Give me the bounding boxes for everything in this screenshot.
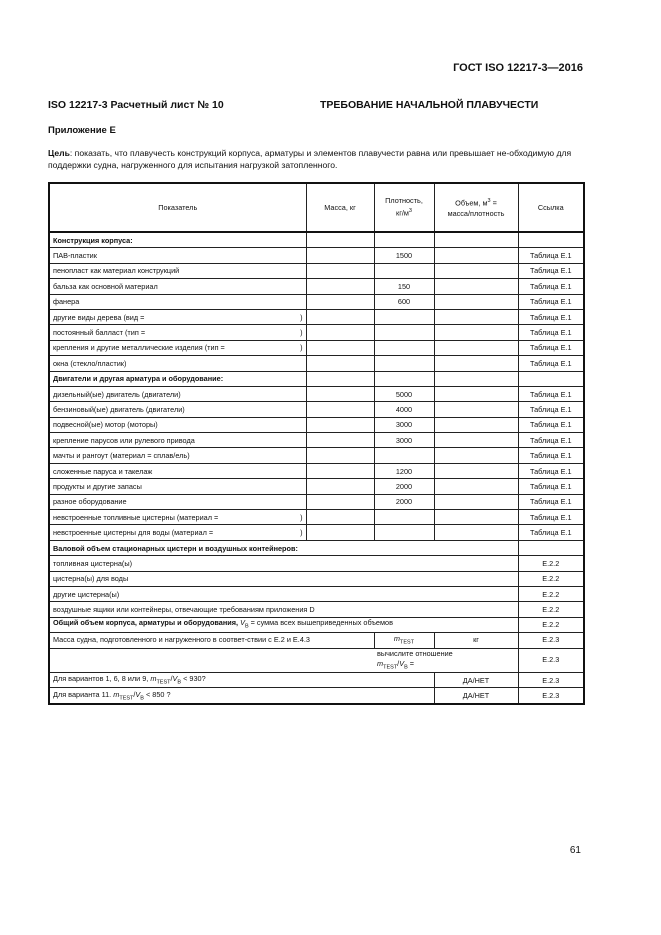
ratio-label[interactable] <box>374 648 518 672</box>
volume-cell[interactable] <box>434 309 518 324</box>
volume-cell[interactable] <box>434 433 518 448</box>
density-cell: 2000 <box>374 479 434 494</box>
volume-cell[interactable] <box>434 510 518 525</box>
m-sub: TEST <box>400 639 415 646</box>
volume-label: Объем, м <box>455 198 488 208</box>
mass-cell[interactable] <box>306 417 374 432</box>
section-label: Конструкция корпуса: <box>49 232 306 248</box>
ref-cell: Таблица Е.1 <box>518 402 584 417</box>
row-label <box>49 356 306 371</box>
density-cell: 3000 <box>374 417 434 432</box>
ref-cell: Таблица Е.1 <box>518 386 584 401</box>
mass-cell[interactable] <box>306 463 374 478</box>
check-label <box>49 673 434 688</box>
row-label <box>49 340 306 355</box>
density-cell <box>374 263 434 278</box>
row-label-text: бальза как основной материал <box>53 281 158 291</box>
check-v: V <box>172 674 178 684</box>
ratio-row <box>49 648 584 672</box>
ref-cell: Таблица Е.1 <box>518 248 584 263</box>
ref-cell: Таблица Е.1 <box>518 433 584 448</box>
row-label-text: другие виды дерева (вид = <box>53 312 145 322</box>
row-label <box>49 386 306 401</box>
total-bold: Общий объем корпуса, арматуры и оборудования, <box>53 618 239 628</box>
check-v-sub: B <box>177 679 182 686</box>
check-post: < 850 ? <box>143 689 171 699</box>
row-label-text: продукты и другие запасы <box>53 481 142 491</box>
ref-cell: Таблица Е.1 <box>518 263 584 278</box>
ref-cell: Е.2.3 <box>518 633 584 648</box>
ratio-blank <box>49 648 374 672</box>
check-v-sub: B <box>140 695 144 702</box>
section-label: Валовой объем стационарных цистерн и воздушных контейнеров: <box>49 540 518 555</box>
row-label-text: мачты и рангоут (материал = сплав/ель) <box>53 451 190 461</box>
density-cell <box>374 340 434 355</box>
density-unit: кг/м <box>396 208 409 218</box>
table-row <box>49 510 584 525</box>
table-row <box>49 402 584 417</box>
ratio-eq: = <box>407 658 415 668</box>
density-label: Плотность, <box>385 196 423 206</box>
mass-cell[interactable] <box>306 494 374 509</box>
page-number: 61 <box>569 845 581 856</box>
page-title: ТРЕБОВАНИЕ НАЧАЛЬНОЙ ПЛАВУЧЕСТИ <box>320 99 539 111</box>
row-label <box>49 479 306 494</box>
section-label: Двигатели и другая арматура и оборудование: <box>49 371 306 386</box>
ref-cell: Е.2.3 <box>518 688 584 704</box>
check-slash: / <box>170 674 173 684</box>
check-v: V <box>135 689 141 699</box>
table-row <box>49 463 584 478</box>
volume-eq: = <box>492 198 497 208</box>
row-label-text: постоянный балласт (тип = <box>53 328 146 338</box>
density-cell: 5000 <box>374 386 434 401</box>
row-label <box>49 417 306 432</box>
density-cell: 600 <box>374 294 434 309</box>
table-row <box>49 356 584 371</box>
row-label <box>49 448 306 463</box>
ratio-slash: / <box>397 658 400 668</box>
col-mass: Масса, кг <box>306 183 374 232</box>
col-density <box>374 183 434 232</box>
m-sym: m <box>393 633 401 643</box>
mass-cell[interactable] <box>306 340 374 355</box>
mass-cell[interactable] <box>306 356 374 371</box>
calculation-table <box>48 182 585 705</box>
mass-cell[interactable] <box>306 510 374 525</box>
row-label[interactable]: топливная цистерна(ы) <box>49 556 518 571</box>
volume-cell[interactable] <box>434 263 518 278</box>
density-cell <box>374 232 434 248</box>
col-indicator: Показатель <box>49 183 306 232</box>
mass-cell[interactable] <box>306 294 374 309</box>
table-row <box>49 494 584 509</box>
total-sub: B <box>244 623 249 630</box>
row-label <box>49 279 306 294</box>
volume-formula: масса/плотность <box>447 208 505 218</box>
row-label-text: дизельный(ые) двигатель (двигатели) <box>53 389 181 399</box>
section-hull <box>49 232 584 248</box>
density-cell <box>374 371 434 386</box>
ref-cell: Е.2.2 <box>518 571 584 586</box>
table-row <box>49 525 584 540</box>
check-row-2 <box>49 688 584 704</box>
ref-cell: Е.2.2 <box>518 556 584 571</box>
volume-cell[interactable] <box>434 386 518 401</box>
table-row <box>49 556 584 571</box>
mass-cell[interactable] <box>306 402 374 417</box>
ref-cell: Таблица Е.1 <box>518 525 584 540</box>
sheet-title: ISO 12217-3 Расчетный лист № 10 <box>48 99 224 111</box>
ref-cell: Е.2.2 <box>518 586 584 601</box>
table-row <box>49 417 584 432</box>
row-label <box>49 294 306 309</box>
volume-cell[interactable] <box>434 417 518 432</box>
density-cell: 4000 <box>374 402 434 417</box>
section-engines <box>49 371 584 386</box>
row-label <box>49 263 306 278</box>
table-row <box>49 279 584 294</box>
appendix-label: Приложение Е <box>48 125 116 136</box>
table-row <box>49 325 584 340</box>
density-cell <box>374 510 434 525</box>
ref-cell <box>518 540 584 555</box>
ref-cell: Таблица Е.1 <box>518 510 584 525</box>
table-row <box>49 263 584 278</box>
ref-cell: Таблица Е.1 <box>518 294 584 309</box>
volume-cell[interactable] <box>434 232 518 248</box>
volume-cell[interactable] <box>434 356 518 371</box>
volume-cell[interactable] <box>434 494 518 509</box>
check-row-1 <box>49 673 584 688</box>
row-label-paren: ) <box>300 312 303 322</box>
table-row <box>49 386 584 401</box>
table-row <box>49 602 584 617</box>
density-cell: 1500 <box>374 248 434 263</box>
mass-cell[interactable] <box>306 433 374 448</box>
test-mass-label: Масса судна, подготовленного и нагруженного в соответ-ствии с Е.2 и Е.4.3 <box>49 633 374 648</box>
volume-cell[interactable] <box>434 294 518 309</box>
volume-cell[interactable] <box>434 463 518 478</box>
row-label-text: невстроенные цистерны для воды (материал = <box>53 528 214 538</box>
row-label <box>49 433 306 448</box>
check-pre: Для вариантов 1, 6, 8 или 9, <box>53 674 149 684</box>
goal-label: Цель <box>48 148 70 158</box>
ref-cell <box>518 371 584 386</box>
table-header-row <box>49 183 584 232</box>
ref-cell: Таблица Е.1 <box>518 356 584 371</box>
density-cell <box>374 356 434 371</box>
ref-cell <box>518 232 584 248</box>
density-exp: 3 <box>408 208 412 215</box>
row-label-text: окна (стекло/пластик) <box>53 358 127 368</box>
row-label-text: сложенные паруса и такелаж <box>53 466 153 476</box>
table-row <box>49 448 584 463</box>
row-label-text: крепления и другие металлические изделия (тип = <box>53 343 225 353</box>
density-cell: 2000 <box>374 494 434 509</box>
row-label <box>49 248 306 263</box>
row-label <box>49 494 306 509</box>
total-rest: = сумма всех вышеприведенных объемов <box>248 618 393 628</box>
test-mass-symbol <box>374 633 434 648</box>
ref-cell: Таблица Е.1 <box>518 463 584 478</box>
density-cell: 1200 <box>374 463 434 478</box>
check-post: < 930? <box>181 674 206 684</box>
density-cell <box>374 448 434 463</box>
row-label-text: подвесной(ые) мотор (моторы) <box>53 420 158 430</box>
check-label <box>49 688 434 704</box>
table-row <box>49 571 584 586</box>
mass-cell[interactable] <box>306 448 374 463</box>
ref-cell: Таблица Е.1 <box>518 279 584 294</box>
ratio-v-sub: B <box>404 664 408 670</box>
total-sym: V <box>240 618 245 628</box>
section-tanks <box>49 540 584 555</box>
row-label <box>49 510 306 525</box>
ratio-text: вычислите отношение <box>377 648 453 658</box>
check-m: m <box>113 689 120 699</box>
ref-cell: Е.2.3 <box>518 673 584 688</box>
ratio-v: V <box>399 658 405 668</box>
row-label <box>49 463 306 478</box>
volume-cell[interactable] <box>434 371 518 386</box>
table-row <box>49 294 584 309</box>
row-label[interactable]: цистерна(ы) для воды <box>49 571 518 586</box>
volume-cell[interactable] <box>434 340 518 355</box>
row-label[interactable]: воздушные ящики или контейнеры, отвечающие требованиям приложения D <box>49 602 518 617</box>
row-label <box>49 402 306 417</box>
density-cell <box>374 309 434 324</box>
row-label-paren: ) <box>300 512 303 522</box>
row-label[interactable]: другие цистерна(ы) <box>49 586 518 601</box>
table-row <box>49 479 584 494</box>
volume-cell[interactable] <box>434 525 518 540</box>
density-cell: 150 <box>374 279 434 294</box>
ratio-m-sub: TEST <box>383 664 398 670</box>
test-mass-unit[interactable]: кг <box>434 633 518 648</box>
col-volume <box>434 183 518 232</box>
total-volume-label <box>49 617 518 632</box>
table-row <box>49 340 584 355</box>
mass-cell[interactable] <box>306 525 374 540</box>
check-slash: / <box>133 689 136 699</box>
volume-cell[interactable] <box>434 279 518 294</box>
mass-cell[interactable] <box>306 371 374 386</box>
test-mass-row <box>49 633 584 648</box>
ref-cell: Е.2.2 <box>518 617 584 632</box>
ref-cell: Е.2.2 <box>518 602 584 617</box>
goal-text: : показать, что плавучесть конструкций корпуса, арматуры и элементов плавучести равна или превышает не-обходимую для поддержки судна, нагруженного для испытания нагрузкой затопленного. <box>48 148 572 170</box>
check-m-sub: TEST <box>119 695 134 702</box>
col-ref: Ссылка <box>518 183 584 232</box>
ref-cell: Таблица Е.1 <box>518 479 584 494</box>
row-label-paren: ) <box>300 528 303 538</box>
mass-cell[interactable] <box>306 232 374 248</box>
row-label-text: пенопласт как материал конструкций <box>53 266 180 276</box>
row-label-text: бензиновый(ые) двигатель (двигатели) <box>53 404 185 414</box>
volume-cell[interactable] <box>434 448 518 463</box>
row-label-text: разное оборудование <box>53 497 127 507</box>
standard-code: ГОСТ ISO 12217-3—2016 <box>453 62 583 74</box>
ref-cell: Таблица Е.1 <box>518 340 584 355</box>
check-m-sub: TEST <box>156 679 171 686</box>
row-label-text: ПАВ-пластик <box>53 251 97 261</box>
ref-cell: Таблица Е.1 <box>518 417 584 432</box>
density-cell <box>374 325 434 340</box>
goal-paragraph <box>48 147 582 171</box>
row-label-paren: ) <box>300 328 303 338</box>
volume-exp: 3 <box>487 198 491 205</box>
row-label-text: крепление парусов или рулевого привода <box>53 435 195 445</box>
ref-cell: Таблица Е.1 <box>518 448 584 463</box>
row-label-paren: ) <box>300 343 303 353</box>
row-label <box>49 309 306 324</box>
table-row <box>49 586 584 601</box>
row-label-text: фанера <box>53 297 80 307</box>
mass-cell[interactable] <box>306 248 374 263</box>
total-volume-row <box>49 617 584 632</box>
mass-cell[interactable] <box>306 479 374 494</box>
density-cell <box>374 525 434 540</box>
table-row <box>49 309 584 324</box>
mass-cell[interactable] <box>306 279 374 294</box>
volume-cell[interactable] <box>434 479 518 494</box>
yes-no-answer[interactable]: ДА/НЕТ <box>434 673 518 688</box>
check-pre: Для варианта 11. <box>53 689 112 699</box>
mass-cell[interactable] <box>306 386 374 401</box>
ratio-m: m <box>377 658 384 668</box>
density-cell: 3000 <box>374 433 434 448</box>
table-row <box>49 248 584 263</box>
mass-cell[interactable] <box>306 263 374 278</box>
yes-no-answer[interactable]: ДА/НЕТ <box>434 688 518 704</box>
row-label <box>49 525 306 540</box>
row-label-text: невстроенные топливные цистерны (материал = <box>53 512 219 522</box>
volume-cell[interactable] <box>434 402 518 417</box>
ref-cell: Таблица Е.1 <box>518 309 584 324</box>
table-row <box>49 433 584 448</box>
mass-cell[interactable] <box>306 325 374 340</box>
ref-cell: Е.2.3 <box>518 648 584 672</box>
volume-cell[interactable] <box>434 248 518 263</box>
ref-cell: Таблица Е.1 <box>518 325 584 340</box>
check-m: m <box>150 674 157 684</box>
volume-cell[interactable] <box>434 325 518 340</box>
row-label <box>49 325 306 340</box>
ref-cell: Таблица Е.1 <box>518 494 584 509</box>
mass-cell[interactable] <box>306 309 374 324</box>
